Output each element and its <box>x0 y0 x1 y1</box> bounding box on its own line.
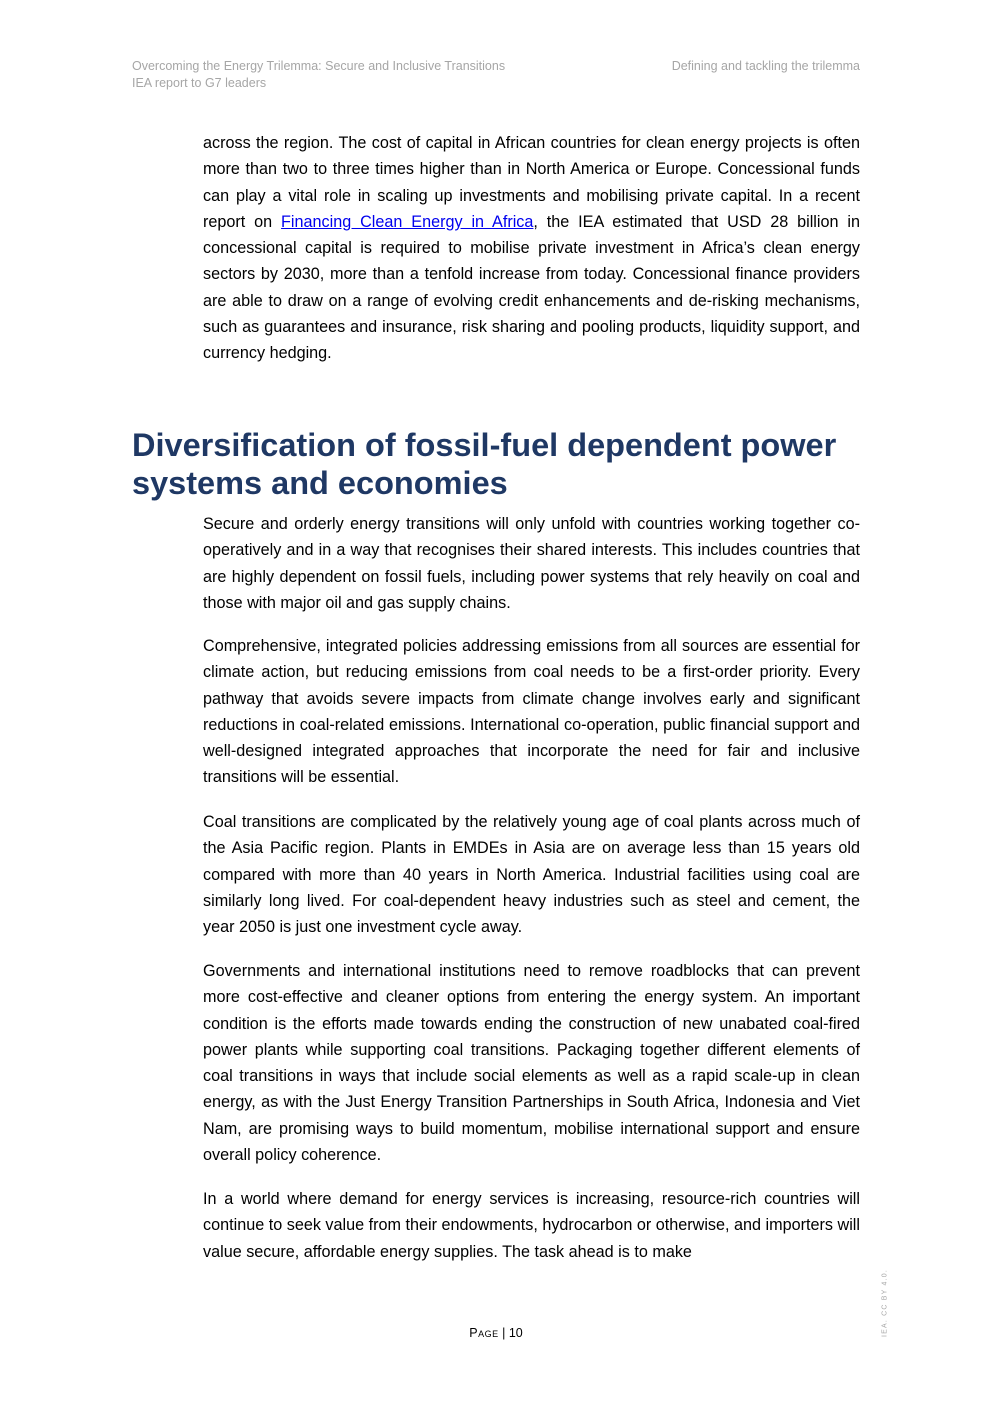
header-left <box>132 58 505 92</box>
intro-paragraph <box>203 130 860 367</box>
license-notice <box>870 1268 900 1338</box>
header-report-subtitle: IEA report to G7 leaders <box>132 76 267 90</box>
header-report-title: Overcoming the Energy Trilemma: Secure and Inclusive Transitions <box>132 59 506 73</box>
body-paragraph-5: In a world where demand for energy services is increasing, resource-rich countries will continue to seek value from their endowments, hydrocarbon or otherwise, and importers will value secure, affordable energy supplies. The task ahead is to make <box>203 1190 860 1261</box>
body-paragraph-2: Comprehensive, integrated policies addressing emissions from all sources are essential for climate action, but reducing emissions from coal needs to be a first-order priority. Every pathway that avoids severe impacts from climate change involves early and significant reductions in coal-related emissions. International co-operation, public financial support and well-designed integrated approaches that incorporate the need for fair and inclusive transitions will be essential. <box>203 637 860 787</box>
body-paragraph-3: Coal transitions are complicated by the relatively young age of coal plants across much of the Asia Pacific region. Plants in EMDEs in Asia are on average less than 15 years old compared with more than 40 years in North America. Industrial facilities using coal are similarly long lived. For coal-dependent heavy industries such as steel and cement, the year 2050 is just one investment cycle away. <box>203 813 860 937</box>
financing-clean-energy-link[interactable]: Financing Clean Energy in Africa <box>281 212 534 231</box>
page-label: Page <box>469 1326 499 1340</box>
body-paragraph-4: Governments and international institutions need to remove roadblocks that can prevent more cost-effective and cleaner options from entering the energy system. An important condition is the efforts made towards ending the construction of new unabated coal-fired power plants while supporting coal transitions. Packaging together different elements of coal transitions in ways that include social elements as well as a rapid scale-up in clean energy, as with the Just Energy Transition Partnerships in South Africa, Indonesia and Viet Nam, are promising ways to build momentum, mobilise international support and ensure overall policy coherence. <box>203 962 860 1165</box>
page-number: 10 <box>508 1326 523 1340</box>
body-paragraph-1: Secure and orderly energy transitions will only unfold with countries working together co-operatively and in a way that recognises their shared interests. This includes countries that are highly dependent on fossil fuels, including power systems that rely heavily on coal and those with major oil and gas supply chains. <box>203 515 860 612</box>
section-heading: Diversification of fossil-fuel dependent power systems and economies <box>132 427 837 501</box>
intro-text-before-link: across the region. The cost of capital in African countries for clean energy projects is often more than two to three times higher than in North America or Europe. Concessional funds can play a vital role in scaling up investments and mobilising private capital. In a recent report on <box>203 134 860 231</box>
page-separator: | <box>498 1326 509 1340</box>
header-chapter-title: Defining and tackling the trilemma <box>671 59 860 73</box>
license-text: IEA. CC BY 4.0. <box>881 1268 889 1338</box>
page-footer <box>0 1326 992 1340</box>
intro-text-after-link: , the IEA estimated that USD 28 billion in concessional capital is required to mobilise private investment in Africa’s clean energy sectors by 2030, more than a tenfold increase from today. Concessional finance providers are able to draw on a range of evolving credit enhancements and de-risking mechanisms, such as guarantees and insurance, risk sharing and pooling products, liquidity support, and currency hedging. <box>203 212 860 363</box>
